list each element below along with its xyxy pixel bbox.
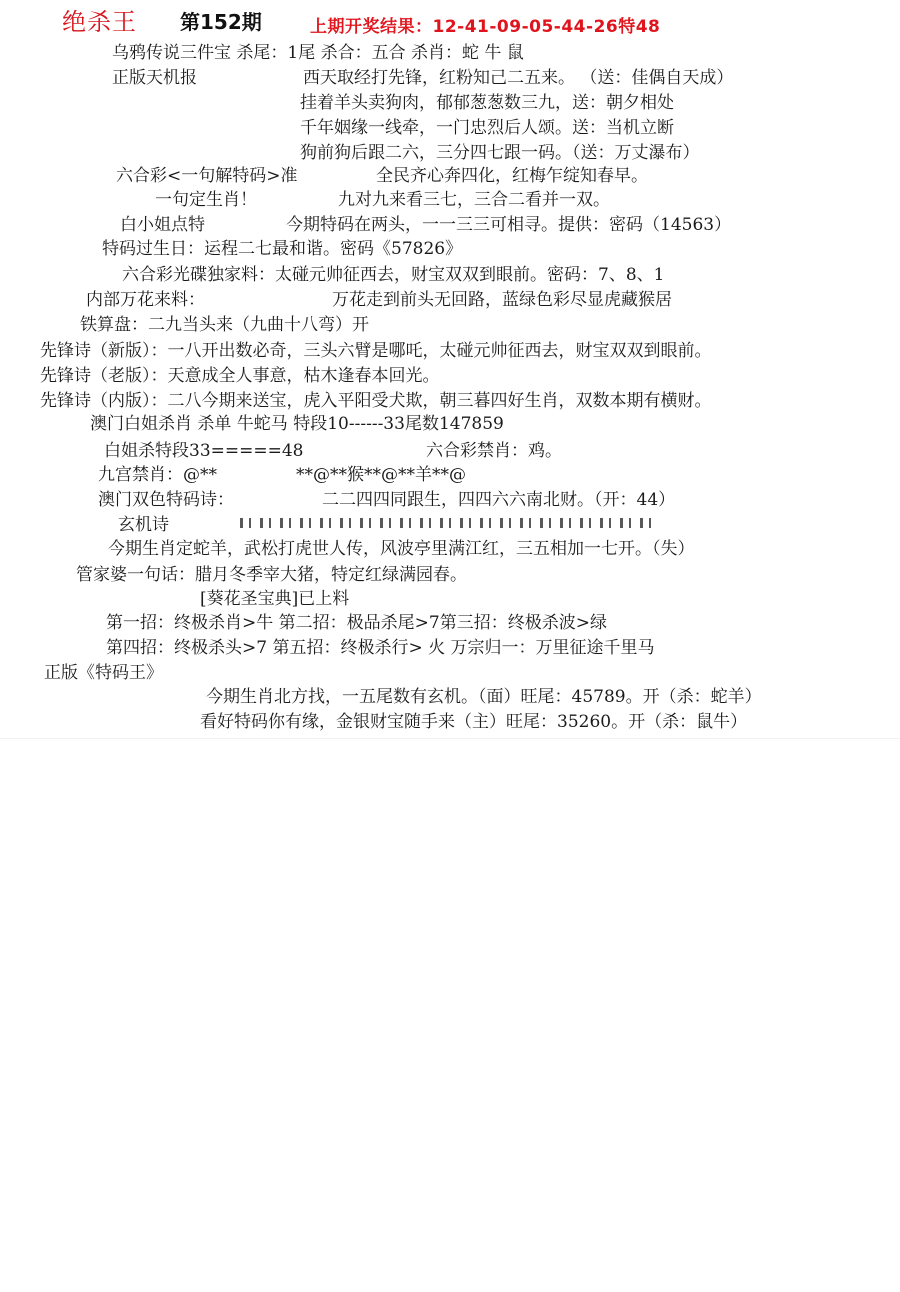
blurred-text-strip	[240, 518, 660, 528]
text-line: 澳门白姐杀肖 杀单 牛蛇马 特段10------33尾数147859	[90, 414, 504, 434]
text-line: 第一招：终极杀肖>牛 第二招：极品杀尾>7第三招：终极杀波>绿	[106, 613, 607, 633]
text-line: **@**猴**@**羊**@	[296, 465, 466, 485]
text-line: 一句定生肖！	[155, 190, 257, 210]
text-line: 六合彩<一句解特码>准	[116, 166, 298, 186]
text-line: 九对九来看三七，三合二看并一双。	[338, 190, 610, 210]
text-line: 狗前狗后跟二六，三分四七跟一码。（送：万丈瀑布）	[300, 143, 700, 163]
text-line: 九宫禁肖：@**	[98, 465, 217, 485]
text-line: 今期特码在两头，一一三三可相寻。提供：密码（14563）	[286, 215, 732, 235]
text-line: 二二四四同跟生，四四六六南北财。（开：44）	[322, 490, 676, 510]
text-line: 挂着羊头卖狗肉，郁郁葱葱数三九，送：朝夕相处	[300, 93, 674, 113]
text-line: 第四招：终极杀头>7 第五招：终极杀行> 火 万宗归一：万里征途千里马	[106, 638, 655, 658]
text-line: [葵花圣宝典]已上料	[200, 589, 350, 609]
text-line: 六合彩禁肖：鸡。	[426, 441, 562, 461]
bottom-divider	[0, 738, 900, 739]
text-line: 乌鸦传说三件宝 杀尾：1尾 杀合：五合 杀肖：蛇 牛 鼠	[112, 43, 524, 63]
text-line: 白小姐点特	[120, 215, 205, 235]
text-line: 管家婆一句话：腊月冬季宰大猪，特定红绿满园春。	[76, 565, 467, 585]
issue-number: 第152期	[180, 10, 262, 34]
text-line: 今期生肖定蛇羊，武松打虎世人传，风波亭里满江红，三五相加一七开。（失）	[108, 539, 695, 559]
text-line: 玄机诗	[118, 515, 169, 535]
text-line: 正版《特码王》	[44, 663, 163, 683]
text-line: 看好特码你有缘，金银财宝随手来（主）旺尾：35260。开（杀：鼠牛）	[200, 712, 748, 732]
text-line: 澳门双色特码诗：	[98, 490, 234, 510]
text-line: 特码过生日：运程二七最和谐。密码《57826》	[102, 239, 463, 259]
text-line: 千年姻缘一线牵，一门忠烈后人颂。送：当机立断	[300, 118, 674, 138]
text-line: 六合彩光碟独家料：太碰元帅征西去，财宝双双到眼前。密码：7、8、1	[122, 265, 665, 285]
page-title: 绝杀王	[62, 8, 137, 36]
text-line: 正版天机报	[112, 68, 197, 88]
text-line: 先锋诗（老版）：天意成全人事意，枯木逢春本回光。	[40, 366, 440, 386]
text-line: 先锋诗（内版）：二八今期来送宝，虎入平阳受犬欺，朝三暮四好生肖，双数本期有横财。	[40, 391, 712, 411]
text-line: 今期生肖北方找，一五尾数有玄机。（面）旺尾：45789。开（杀：蛇羊）	[206, 687, 762, 707]
text-line: 万花走到前头无回路，蓝绿色彩尽显虎藏猴居	[332, 290, 672, 310]
text-line: 全民齐心奔四化，红梅乍绽知春早。	[376, 166, 648, 186]
text-line: 先锋诗（新版）：一八开出数必奇，三头六臂是哪吒，太碰元帅征西去，财宝双双到眼前。	[40, 341, 712, 361]
text-line: 白姐杀特段33=====48	[104, 441, 304, 461]
text-line: 内部万花来料：	[86, 290, 205, 310]
last-result: 上期开奖结果：12-41-09-05-44-26特48	[310, 17, 661, 37]
text-line: 铁算盘：二九当头来（九曲十八弯）开	[80, 315, 369, 335]
text-line: 西天取经打先锋，红粉知己二五来。 （送：佳偶自天成）	[303, 68, 734, 88]
